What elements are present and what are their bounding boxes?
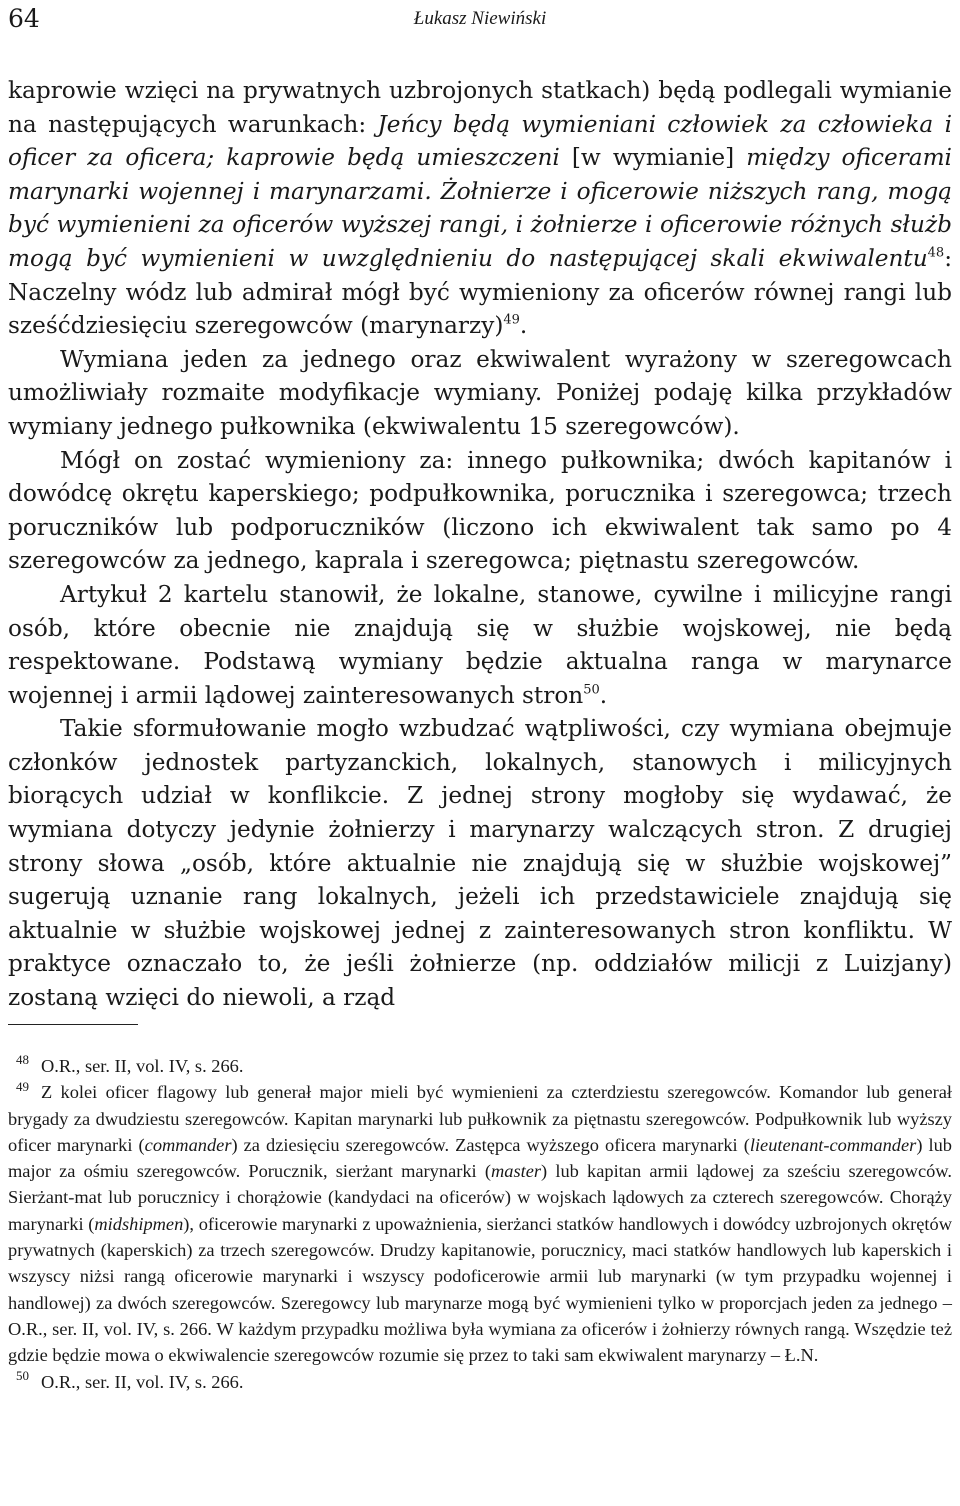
text-run: [w wymianie] — [559, 144, 747, 172]
footnote-text: Z kolei oficer flagowy lub generał major mieli być wymienieni za czterdziestu szeregowców. Komandor lub generał brygady za dwudziestu szeregowców. Kapitan marynarki lub pułkownik za piętnastu szeregowców. Podpułkownik lub wyższy oficer marynarki ( — [8, 1082, 952, 1155]
running-header — [0, 0, 960, 40]
quoted-cartel-text: Jeńcy będą wymieniani człowiek za człowieka i oficer za oficera; kaprowie będą umieszczeni — [8, 110, 952, 172]
footnote-ref-48[interactable]: 48 — [927, 245, 945, 261]
text-run: : Naczelny wódz lub admirał mógł być wymieniony za oficerów równej rangi lub sześćdziesięciu szeregowców (marynarzy) — [8, 244, 952, 340]
footnotes — [8, 1053, 952, 1395]
main-text — [8, 74, 952, 1015]
text-run: . — [519, 312, 528, 340]
footnote-ref-49[interactable]: 49 — [503, 312, 520, 328]
footnote-number: 49 — [16, 1078, 29, 1094]
footnote-italic-term: master — [490, 1161, 542, 1182]
footnote-48 — [8, 1053, 952, 1079]
footnote-italic-term: lieutenant-commander — [749, 1134, 917, 1155]
footnote-text: ) lub major za ośmiu szeregowców. Porucznik, sierżant marynarki ( — [8, 1134, 952, 1182]
text-run: kaprowie wzięci na prywatnych uzbrojonych statkach) będą podlegali wymianie na następujących warunkach: — [8, 77, 952, 138]
footnote-italic-term: midshipmen — [94, 1213, 184, 1234]
paragraph-1 — [8, 74, 952, 343]
text-run: Artykuł 2 kartelu stanowił, że lokalne, stanowe, cywilne i milicyjne rangi osób, które obecnie nie znajdują się w służbie wojskowej, nie będą respektowane. Podstawą wymiany będzie aktualna ranga w marynarce wojennej i armii lądowej zainteresowanych stron — [8, 580, 952, 709]
footnote-50 — [8, 1369, 952, 1395]
footnote-text: ) lub kapitan armii lądowej za sześciu szeregowców. Sierżant-mat lub porucznicy i chorążowie (kandydaci na oficerów) w wojskach lądowych za czterech szeregowców. Chorąży marynarki ( — [8, 1161, 952, 1234]
running-head-author: Łukasz Niewiński — [413, 8, 547, 29]
quoted-cartel-text: między oficerami marynarki wojennej i marynarzami. Żołnierze i oficerowie niższych rang, mogą być wymienieni za oficerów wyższej rangi, i żołnierze i oficerowie różnych służb mogą być wymienieni w uwzględnieniu do następującej skali ekwiwalentu — [8, 144, 952, 272]
text-run: . — [599, 681, 608, 709]
footnote-ref-50[interactable]: 50 — [583, 681, 600, 697]
footnote-number: 48 — [16, 1052, 29, 1068]
footnote-separator — [8, 1024, 138, 1025]
footnote-text: ) za dziesięciu szeregowców. Zastępca wyższego oficera marynarki ( — [231, 1134, 750, 1155]
footnote-text: O.R., ser. II, vol. IV, s. 266. — [41, 1056, 244, 1076]
footnote-italic-term: commander — [144, 1134, 232, 1155]
footnote-number: 50 — [16, 1367, 29, 1383]
footnote-49 — [8, 1079, 952, 1368]
paragraph-3: Mógł on zostać wymieniony za: innego pułkownika; dwóch kapitanów i dowódcę okrętu kaperskiego; podpułkownika, porucznika i szeregowca; trzech poruczników lub podporuczników (liczono ich ekwiwalent tak samo po 4 szeregowców za jednego, kaprala i szeregowca; piętnastu szeregowców. — [8, 446, 952, 575]
paragraph-2: Wymiana jeden za jednego oraz ekwiwalent wyrażony w szeregowcach umożliwiały rozmaite modyfikacje wymiany. Poniżej podaję kilka przykładów wymiany jednego pułkownika (ekwiwalentu 15 szeregowców). — [8, 345, 952, 440]
footnote-text: ), oficerowie marynarki z upoważnienia, sierżanci statków handlowych i dowódcy uzbrojonych okrętów prywatnych (kaperskich) za trzech szeregowców. Drudzy kapitanowie, porucznicy, maci statków handlowych lub kaperskich i wszyscy niżsi rangą oficerowie marynarki i wszyscy podoficerowie armii lub marynarki (w tym przypadku wojennej i handlowej) za dwóch szeregowców. Szeregowcy lub marynarze mogą być wymienieni tylko w proporcjach jeden za jednego – O.R., ser. II, vol. IV, s. 266. W każdym przypadku możliwa była wymiana za oficerów i żołnierzy równych rangą. Wszędzie też gdzie będzie mowa o ekwiwalencie szeregowców rozumie się przez to taki sam ekwiwalent marynarzy – Ł.N. — [8, 1213, 952, 1366]
footnote-text: O.R., ser. II, vol. IV, s. 266. — [41, 1371, 244, 1392]
page-number: 64 — [8, 4, 40, 33]
paragraph-4 — [8, 578, 952, 712]
paragraph-5: Takie sformułowanie mogło wzbudzać wątpliwości, czy wymiana obejmuje członków jednostek partyzanckich, lokalnych, stanowych i milicyjnych biorących udział w konflikcie. Z jednej strony mogłoby się wydawać, że wymiana dotyczy jedynie żołnierzy i marynarzy walczących stron. Z drugiej strony słowa „osób, które aktualnie nie znajdują się w służbie wojskowej” sugerują uznanie rang lokalnych, jeżeli ich przedstawiciele znajdują się aktualnie w służbie wojskowej jednej z zainteresowanych stron konfliktu. W praktyce oznaczało to, że jeśli żołnierze (np. oddziałów milicji z Luizjany) zostaną wzięci do niewoli, a rząd — [8, 715, 952, 1012]
